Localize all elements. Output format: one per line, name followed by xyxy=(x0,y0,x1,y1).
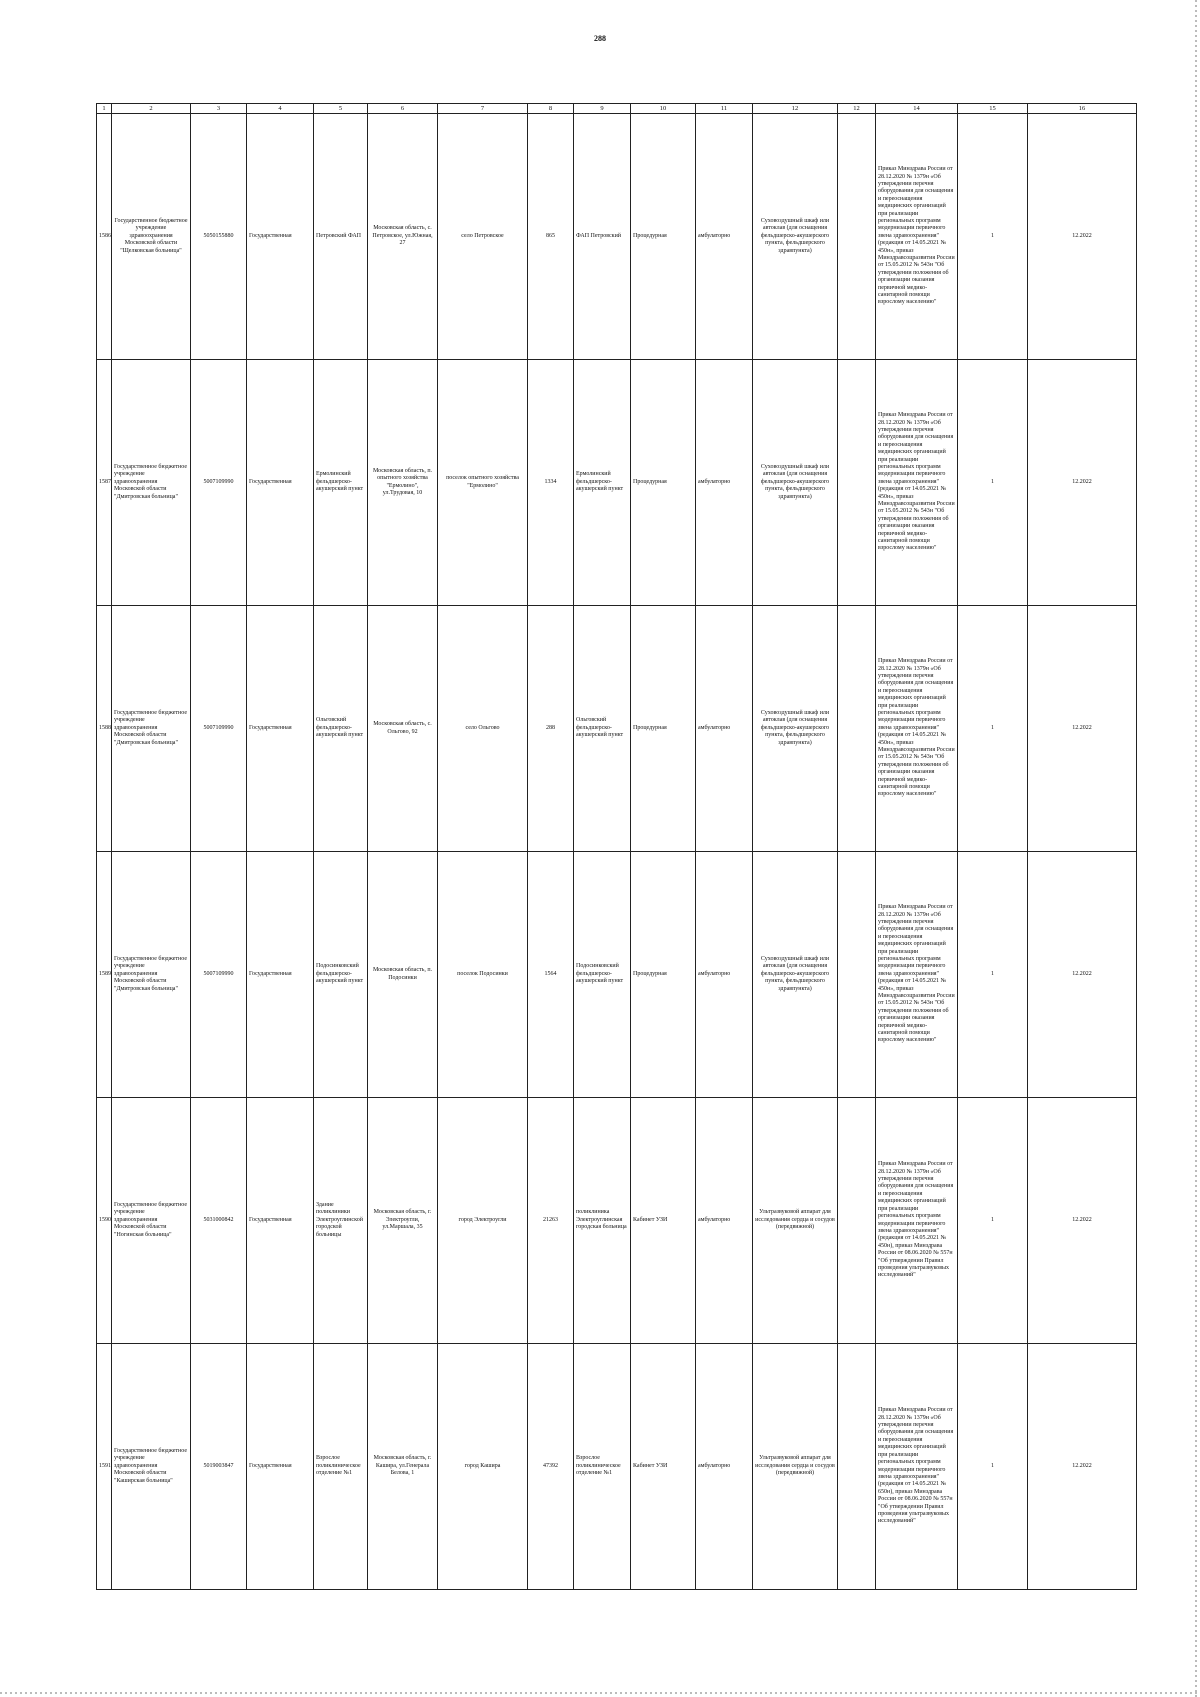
care-conditions: амбулаторно xyxy=(696,360,753,606)
table-row xyxy=(97,852,1137,1098)
quantity: 1 xyxy=(958,360,1028,606)
organization-name: Государственное бюджетное учреждение здравоохранения Московской области "Дмитровская больница" xyxy=(112,852,191,1098)
population-count: 288 xyxy=(528,606,574,852)
column-header: 2 xyxy=(112,104,191,114)
ownership-type: Государственная xyxy=(247,1344,314,1590)
ownership-type: Государственная xyxy=(247,606,314,852)
facility-address: Московская область, с. Ольгово, 92 xyxy=(368,606,438,852)
inn-code: 5031000842 xyxy=(191,1098,247,1344)
room-name: Процедурная xyxy=(631,114,696,360)
care-conditions: амбулаторно xyxy=(696,1098,753,1344)
inn-code: 5007109990 xyxy=(191,606,247,852)
structural-unit: поликлиника Электроуглинская городская больница xyxy=(574,1098,631,1344)
population-count: 865 xyxy=(528,114,574,360)
population-count: 47392 xyxy=(528,1344,574,1590)
population-count: 21263 xyxy=(528,1098,574,1344)
column-header: 6 xyxy=(368,104,438,114)
column-header: 16 xyxy=(1028,104,1137,114)
column-13-cell xyxy=(838,1344,876,1590)
row-number: 1590 xyxy=(97,1098,112,1344)
delivery-date: 12.2022 xyxy=(1028,1098,1137,1344)
organization-name: Государственное бюджетное учреждение здравоохранения Московской области "Щелковская больница" xyxy=(112,114,191,360)
equipment-name: Суховоздушный шкаф или автоклав (для оснащения фельдшерско-акушерского пункта, фельдшерского здравпункта) xyxy=(753,360,838,606)
scan-edge-bottom xyxy=(0,1692,1200,1694)
table-row xyxy=(97,606,1137,852)
population-count: 1334 xyxy=(528,360,574,606)
column-header: 7 xyxy=(438,104,528,114)
equipment-name: Суховоздушный шкаф или автоклав (для оснащения фельдшерско-акушерского пункта, фельдшерского здравпункта) xyxy=(753,114,838,360)
inn-code: 5019003847 xyxy=(191,1344,247,1590)
column-header: 1 xyxy=(97,104,112,114)
row-number: 1591 xyxy=(97,1344,112,1590)
regulatory-order: Приказ Минздрава России от 28.12.2020 № 1379н «Об утверждении перечня оборудования для оснащения и переоснащения медицинских организаций при реализации региональных программ модернизации первичного звена здравоохранения"(редакция от 14.05.2021 № 450н», приказ Минздравсоцразвития России от 15.05.2012 № 543н "Об утверждении положения об организации оказания первичной медико-санитарной помощи взрослому населению" xyxy=(876,606,958,852)
column-header: 11 xyxy=(696,104,753,114)
column-header: 10 xyxy=(631,104,696,114)
regulatory-order: Приказ Минздрава России от 28.12.2020 № 1379н «Об утверждении перечня оборудования для оснащения и переоснащения медицинских организаций при реализации региональных программ модернизации первичного звена здравоохранения"(редакция от 14.05.2021 № 450н), приказ Минздрава России от 08.06.2020 № 557н "Об утверждении Правил проведения ультразвуковых исследований" xyxy=(876,1098,958,1344)
settlement-name: город Кашира xyxy=(438,1344,528,1590)
settlement-name: село Ольгово xyxy=(438,606,528,852)
equipment-name: Ультразвуковой аппарат для исследования сердца и сосудов (передвижной) xyxy=(753,1098,838,1344)
equipment-name: Суховоздушный шкаф или автоклав (для оснащения фельдшерско-акушерского пункта, фельдшерского здравпункта) xyxy=(753,852,838,1098)
facility-address: Московская область, г. Кашира, ул.Генерала Белова, 1 xyxy=(368,1344,438,1590)
room-name: Кабинет УЗИ xyxy=(631,1344,696,1590)
inn-code: 5050155880 xyxy=(191,114,247,360)
column-header: 9 xyxy=(574,104,631,114)
delivery-date: 12.2022 xyxy=(1028,360,1137,606)
structural-unit: Взрослое поликлиническое отделение №1 xyxy=(574,1344,631,1590)
structural-unit: Ольговский фельдшерско-акушерский пункт xyxy=(574,606,631,852)
table-row xyxy=(97,114,1137,360)
facility-name: Ольговский фельдшерско-акушерский пункт xyxy=(314,606,368,852)
equipment-name: Ультразвуковой аппарат для исследования сердца и сосудов (передвижной) xyxy=(753,1344,838,1590)
quantity: 1 xyxy=(958,1098,1028,1344)
organization-name: Государственное бюджетное учреждение здравоохранения Московской области "Дмитровская больница" xyxy=(112,606,191,852)
header-row xyxy=(97,104,1137,114)
row-number: 1587 xyxy=(97,360,112,606)
regulatory-order: Приказ Минздрава России от 28.12.2020 № 1379н «Об утверждении перечня оборудования для оснащения и переоснащения медицинских организаций при реализации региональных программ модернизации первичного звена здравоохранения"(редакция от 14.05.2021 № 450н», приказ Минздравсоцразвития России от 15.05.2012 № 543н "Об утверждении положения об организации оказания первичной медико-санитарной помощи взрослому населению" xyxy=(876,852,958,1098)
column-header: 3 xyxy=(191,104,247,114)
structural-unit: Подосинковский фельдшерско-акушерский пункт xyxy=(574,852,631,1098)
column-header: 8 xyxy=(528,104,574,114)
table-row xyxy=(97,360,1137,606)
delivery-date: 12.2022 xyxy=(1028,1344,1137,1590)
column-header: 14 xyxy=(876,104,958,114)
delivery-date: 12.2022 xyxy=(1028,114,1137,360)
table-row xyxy=(97,1098,1137,1344)
quantity: 1 xyxy=(958,852,1028,1098)
facility-address: Московская область, г. Электроугли, ул.Маршала, 35 xyxy=(368,1098,438,1344)
equipment-name: Суховоздушный шкаф или автоклав (для оснащения фельдшерско-акушерского пункта, фельдшерского здравпункта) xyxy=(753,606,838,852)
settlement-name: город Электроугли xyxy=(438,1098,528,1344)
column-header: 15 xyxy=(958,104,1028,114)
row-number: 1586 xyxy=(97,114,112,360)
page-number: 288 xyxy=(594,34,606,43)
column-13-cell xyxy=(838,606,876,852)
settlement-name: село Петровское xyxy=(438,114,528,360)
delivery-date: 12.2022 xyxy=(1028,852,1137,1098)
care-conditions: амбулаторно xyxy=(696,1344,753,1590)
column-header: 12 xyxy=(753,104,838,114)
regulatory-order: Приказ Минздрава России от 28.12.2020 № 1379н «Об утверждении перечня оборудования для оснащения и переоснащения медицинских организаций при реализации региональных программ модернизации первичного звена здравоохранения"(редакция от 14.05.2021 № 450н», приказ Минздравсоцразвития России от 15.05.2012 № 543н "Об утверждении положения об организации оказания первичной медико-санитарной помощи взрослому населению" xyxy=(876,114,958,360)
facility-address: Московская область, п. опытного хозяйства "Ермолино", ул.Трудовая, 10 xyxy=(368,360,438,606)
column-header: 4 xyxy=(247,104,314,114)
structural-unit: Ермолинский фельдшерско-акушерский пункт xyxy=(574,360,631,606)
table-row xyxy=(97,1344,1137,1590)
room-name: Процедурная xyxy=(631,852,696,1098)
regulatory-order: Приказ Минздрава России от 28.12.2020 № 1379н «Об утверждении перечня оборудования для оснащения и переоснащения медицинских организаций при реализации региональных программ модернизации первичного звена здравоохранения"(редакция от 14.05.2021 № 650н), приказ Минздрава России от 08.06.2020 № 557н "Об утверждении Правил проведения ультразвуковых исследований" xyxy=(876,1344,958,1590)
ownership-type: Государственная xyxy=(247,852,314,1098)
quantity: 1 xyxy=(958,114,1028,360)
room-name: Процедурная xyxy=(631,606,696,852)
regulatory-order: Приказ Минздрава России от 28.12.2020 № 1379н «Об утверждении перечня оборудования для оснащения и переоснащения медицинских организаций при реализации региональных программ модернизации первичного звена здравоохранения"(редакция от 14.05.2021 № 450н», приказ Минздравсоцразвития России от 15.05.2012 № 543н "Об утверждении положения об организации оказания первичной медико-санитарной помощи взрослому населению" xyxy=(876,360,958,606)
column-13-cell xyxy=(838,114,876,360)
column-13-cell xyxy=(838,852,876,1098)
ownership-type: Государственная xyxy=(247,360,314,606)
column-13-cell xyxy=(838,1098,876,1344)
inn-code: 5007109990 xyxy=(191,360,247,606)
organization-name: Государственное бюджетное учреждение здравоохранения Московской области "Дмитровская больница" xyxy=(112,360,191,606)
column-header: 12 xyxy=(838,104,876,114)
facility-name: Петровский ФАП xyxy=(314,114,368,360)
care-conditions: амбулаторно xyxy=(696,114,753,360)
scan-edge-right xyxy=(1195,0,1197,1697)
room-name: Кабинет УЗИ xyxy=(631,1098,696,1344)
inn-code: 5007109990 xyxy=(191,852,247,1098)
ownership-type: Государственная xyxy=(247,114,314,360)
facility-name: Подосинковский фельдшерско-акушерский пункт xyxy=(314,852,368,1098)
quantity: 1 xyxy=(958,606,1028,852)
row-number: 1588 xyxy=(97,606,112,852)
structural-unit: ФАП Петровский xyxy=(574,114,631,360)
facility-name: Здание поликлиники Электроуглинской городской больницы xyxy=(314,1098,368,1344)
facility-name: Взрослое поликлиническое отделение №1 xyxy=(314,1344,368,1590)
care-conditions: амбулаторно xyxy=(696,606,753,852)
column-13-cell xyxy=(838,360,876,606)
room-name: Процедурная xyxy=(631,360,696,606)
equipment-registry-table xyxy=(96,103,1137,1590)
facility-address: Московская область, п. Подосинки xyxy=(368,852,438,1098)
row-number: 1589 xyxy=(97,852,112,1098)
delivery-date: 12.2022 xyxy=(1028,606,1137,852)
settlement-name: поселок Подосинки xyxy=(438,852,528,1098)
ownership-type: Государственная xyxy=(247,1098,314,1344)
organization-name: Государственное бюджетное учреждение здравоохранения Московской области "Каширская больница" xyxy=(112,1344,191,1590)
population-count: 1564 xyxy=(528,852,574,1098)
care-conditions: амбулаторно xyxy=(696,852,753,1098)
facility-name: Ермолинский фельдшерско-акушерский пункт xyxy=(314,360,368,606)
organization-name: Государственное бюджетное учреждение здравоохранения Московской области "Ногинская больница" xyxy=(112,1098,191,1344)
settlement-name: поселок опытного хозяйства "Ермолино" xyxy=(438,360,528,606)
quantity: 1 xyxy=(958,1344,1028,1590)
column-header: 5 xyxy=(314,104,368,114)
facility-address: Московская область, с. Петровское, ул.Южная, 27 xyxy=(368,114,438,360)
